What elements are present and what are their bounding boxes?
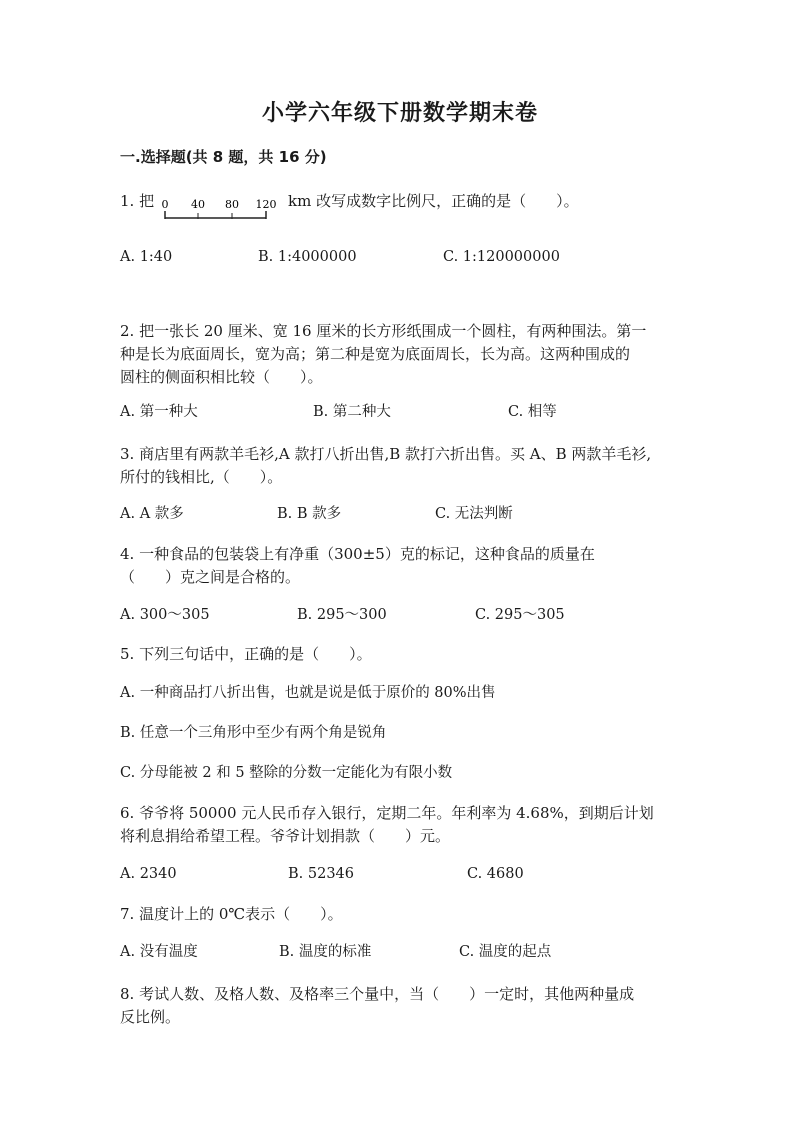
scale-tick-label: 0 (161, 198, 169, 211)
q4-option-c[interactable]: C. 295～305 (475, 607, 565, 623)
q3-line: 所付的钱相比,（ ）。 (120, 468, 283, 486)
q8-line: 8. 考试人数、及格人数、及格率三个量中，当（ ）一定时，其他两种量成 (120, 985, 635, 1003)
q4-line: 4. 一种食品的包装袋上有净重（300±5）克的标记，这种食品的质量在 (120, 545, 595, 563)
q6-option-a[interactable]: A. 2340 (120, 866, 177, 882)
scale-tick-label: 80 (225, 198, 239, 211)
page-title: 小学六年级下册数学期末卷 (261, 101, 538, 126)
scale-bar-figure (160, 198, 284, 224)
q4-option-b[interactable]: B. 295～300 (297, 607, 387, 623)
q1-option-c[interactable]: C. 1:120000000 (443, 249, 560, 265)
q2-line: 圆柱的侧面积相比较（ ）。 (120, 368, 323, 386)
q1-option-a[interactable]: A. 1:40 (120, 249, 173, 265)
q6-option-c[interactable]: C. 4680 (467, 866, 524, 882)
q6-line: 将利息捐给希望工程。爷爷计划捐款（ ）元。 (120, 827, 451, 845)
scale-tick-label: 40 (191, 198, 205, 211)
q3-text (120, 443, 680, 489)
q2-option-b[interactable]: B. 第二种大 (313, 404, 391, 420)
q4-text (120, 543, 680, 589)
q7-text: 7. 温度计上的 0℃表示（ ）。 (120, 905, 343, 923)
q7-option-c[interactable]: C. 温度的起点 (459, 944, 552, 960)
q3-line: 3. 商店里有两款羊毛衫,A 款打八折出售,B 款打六折出售。买 A、B 两款羊毛衫, (120, 445, 652, 463)
q1-suffix: km 改写成数字比例尺，正确的是（ ）。 (288, 192, 579, 210)
q7-option-a[interactable]: A. 没有温度 (120, 944, 198, 960)
q2-line: 2. 把一张长 20 厘米、宽 16 厘米的长方形纸围成一个圆柱，有两种围法。第一 (120, 322, 647, 340)
q4-option-a[interactable]: A. 300～305 (120, 607, 210, 623)
q2-text (120, 320, 680, 389)
q2-option-c[interactable]: C. 相等 (508, 404, 557, 420)
q8-line: 反比例。 (120, 1008, 181, 1026)
q8-text (120, 983, 680, 1029)
scale-bar (160, 198, 284, 224)
q2-option-a[interactable]: A. 第一种大 (120, 404, 198, 420)
q6-option-b[interactable]: B. 52346 (288, 866, 355, 882)
q2-line: 种是长为底面周长，宽为高；第二种是宽为底面周长，长为高。这两种围成的 (120, 345, 631, 363)
scale-tick-label: 120 (255, 198, 277, 211)
q6-text (120, 802, 680, 848)
q7-option-b[interactable]: B. 温度的标准 (279, 944, 372, 960)
q5-text: 5. 下列三句话中，正确的是（ ）。 (120, 645, 372, 663)
q3-option-c[interactable]: C. 无法判断 (435, 506, 513, 522)
q5-option-c[interactable]: C. 分母能被 2 和 5 整除的分数一定能化为有限小数 (120, 765, 453, 781)
q6-line: 6. 爷爷将 50000 元人民币存入银行，定期二年。年利率为 4.68%，到期后计划 (120, 804, 654, 822)
q1-prefix: 1. 把 (120, 192, 155, 210)
q3-option-a[interactable]: A. A 款多 (120, 506, 184, 522)
q3-option-b[interactable]: B. B 款多 (277, 506, 342, 522)
section-heading: 一.选择题(共 8 题，共 16 分) (120, 148, 327, 166)
q5-option-a[interactable]: A. 一种商品打八折出售，也就是说是低于原价的 80%出售 (120, 685, 496, 701)
q4-line: （ ）克之间是合格的。 (120, 568, 301, 586)
q1-option-b[interactable]: B. 1:4000000 (258, 249, 357, 265)
q5-option-b[interactable]: B. 任意一个三角形中至少有两个角是锐角 (120, 725, 387, 741)
